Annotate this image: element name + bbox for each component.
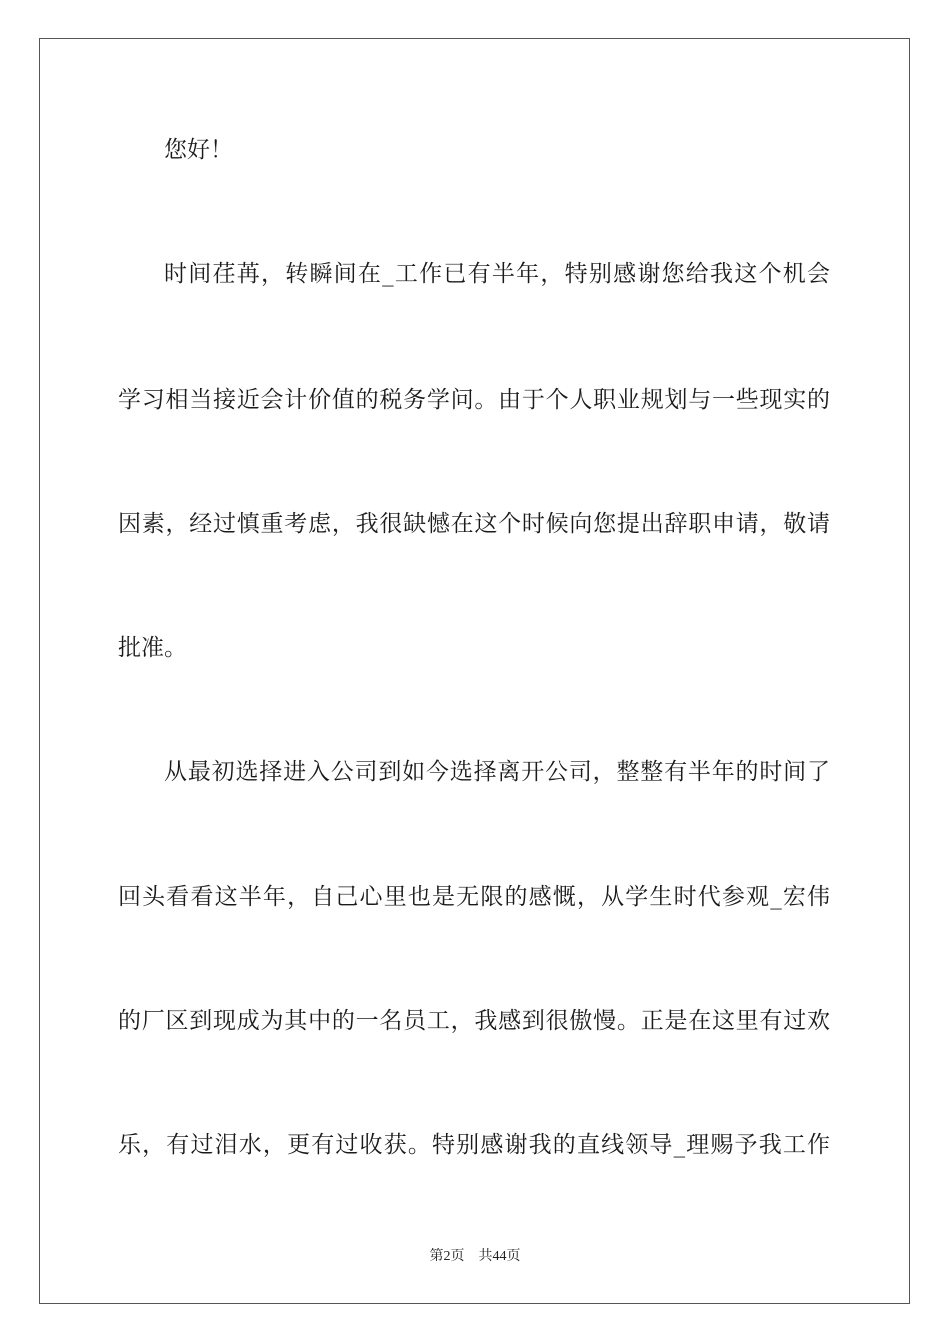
body-line-7: 的厂区到现成为其中的一名员工，我感到很傲慢。正是在这里有过欢 — [118, 1008, 830, 1034]
page-frame — [39, 38, 910, 1304]
body-line-1: 时间荏苒，转瞬间在_工作已有半年，特别感谢您给我这个机会 — [164, 261, 830, 287]
greeting-line: 您好！ — [164, 137, 233, 163]
body-line-5: 从最初选择进入公司到如今选择离开公司，整整有半年的时间了 — [164, 759, 830, 785]
body-line-8: 乐，有过泪水，更有过收获。特别感谢我的直线领导_理赐予我工作 — [118, 1132, 830, 1158]
body-line-4: 批准。 — [118, 635, 187, 661]
body-line-3: 因素，经过慎重考虑，我很缺憾在这个时候向您提出辞职申请，敬请 — [118, 511, 830, 537]
page-number-footer: 第2页 共44页 — [429, 1249, 521, 1264]
body-line-2: 学习相当接近会计价值的税务学问。由于个人职业规划与一些现实的 — [118, 387, 830, 413]
body-line-6: 回头看看这半年，自己心里也是无限的感慨，从学生时代参观_宏伟 — [118, 884, 830, 910]
